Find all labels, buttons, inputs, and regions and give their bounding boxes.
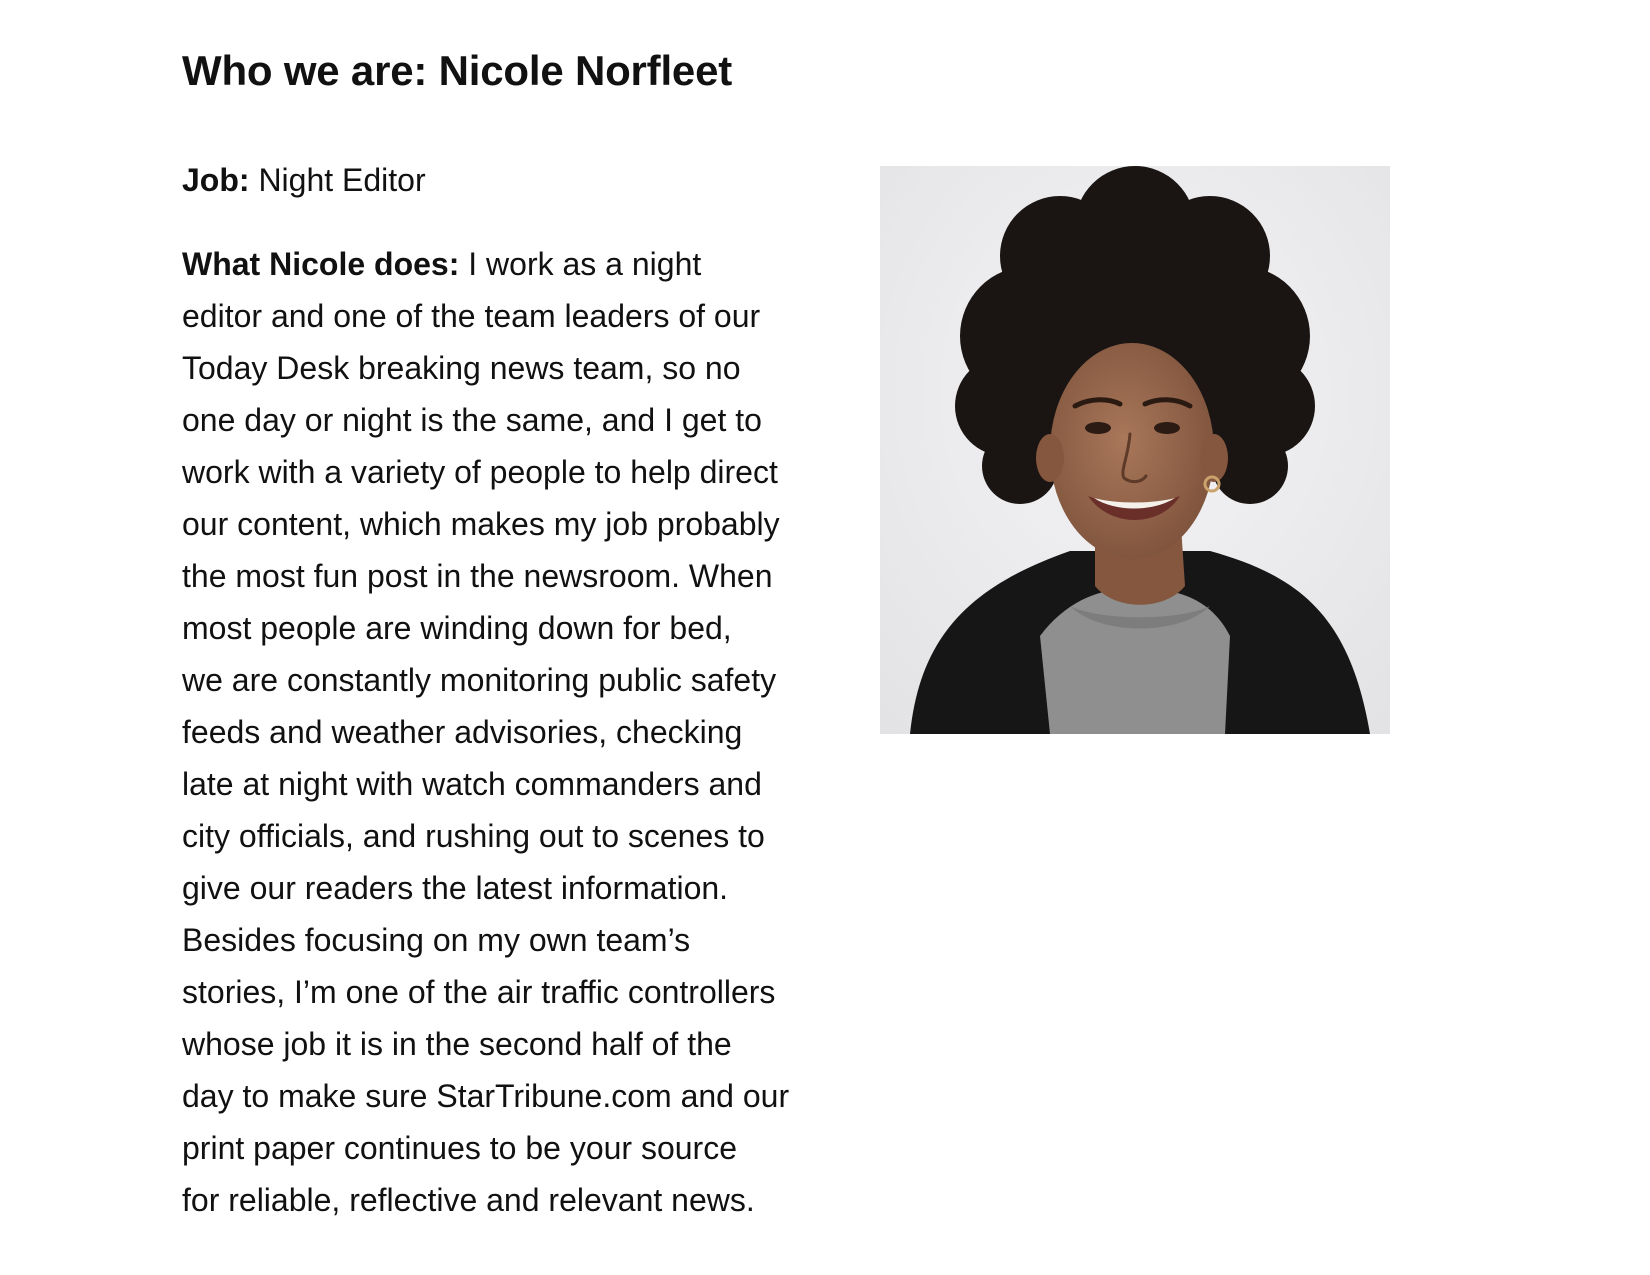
bio-line: Today Desk breaking news team, so no	[182, 350, 741, 386]
bio-line: feeds and weather advisories, checking	[182, 714, 743, 750]
bio-line: work with a variety of people to help direct	[182, 454, 778, 490]
bio-line: editor and one of the team leaders of our	[182, 298, 761, 334]
job-line	[182, 158, 426, 202]
job-label: Job:	[182, 162, 250, 198]
bio-line: we are constantly monitoring public safety	[182, 662, 777, 698]
bio-line: one day or night is the same, and I get to	[182, 402, 762, 438]
bio-line: print paper continues to be your source	[182, 1130, 737, 1166]
bio-line: day to make sure StarTribune.com and our	[182, 1078, 790, 1114]
bio-line: most people are winding down for bed,	[182, 610, 732, 646]
job-value: Night Editor	[249, 162, 426, 198]
bio-line: give our readers the latest information.	[182, 870, 729, 906]
bio-line	[182, 238, 789, 290]
portrait-photo	[880, 166, 1390, 734]
bio-paragraph	[182, 238, 789, 1226]
bio-line: late at night with watch commanders and	[182, 766, 762, 802]
bio-line: stories, I’m one of the air traffic controllers	[182, 974, 776, 1010]
bio-line: whose job it is in the second half of the	[182, 1026, 732, 1062]
portrait-illustration	[880, 166, 1390, 734]
bio-label: What Nicole does:	[182, 246, 460, 282]
bio-line: city officials, and rushing out to scenes to	[182, 818, 765, 854]
bio-first-line: I work as a night	[459, 246, 702, 282]
bio-line: the most fun post in the newsroom. When	[182, 558, 773, 594]
bio-line: for reliable, reflective and relevant news.	[182, 1182, 755, 1218]
bio-line: Besides focusing on my own team’s	[182, 922, 691, 958]
bio-line: our content, which makes my job probably	[182, 506, 780, 542]
page-title: Who we are: Nicole Norfleet	[182, 47, 733, 94]
